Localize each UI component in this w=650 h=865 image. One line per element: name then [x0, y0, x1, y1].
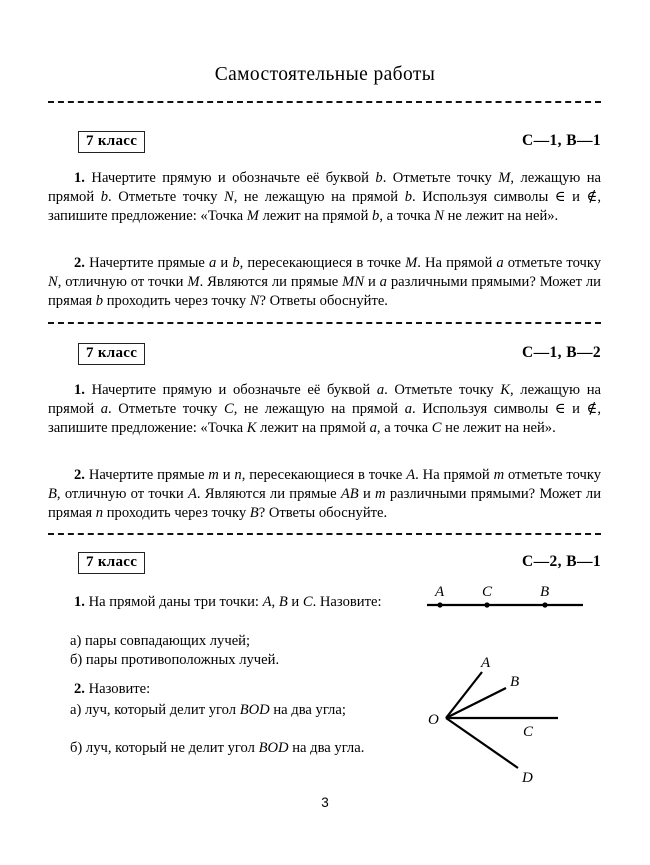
task-text: Начертите прямые m и n, пересекающиеся в точке A. На прямой m отметьте точку B, отличную от точки A. Являются ли прямые AB и m различными прямыми? Может ли прямая n проходить через точку B? Ответы обоснуйте.	[48, 466, 602, 522]
math-identifier: a	[496, 254, 504, 271]
math-identifier: C	[223, 400, 234, 417]
math-identifier: K	[500, 381, 511, 398]
page-title: Самостоятельные работы	[214, 64, 436, 85]
math-identifier: A	[262, 593, 272, 610]
variant-code: С—1, В—2	[522, 344, 601, 361]
math-identifier: b	[375, 169, 383, 186]
math-identifier: b	[100, 188, 109, 205]
task-paragraph	[48, 381, 601, 439]
task-paragraph	[48, 680, 408, 699]
section-divider-1	[48, 101, 601, 103]
page-number: 3	[321, 795, 329, 810]
math-identifier: MN	[342, 273, 365, 290]
variant-code: С—1, В—1	[522, 132, 601, 149]
math-identifier: AB	[340, 485, 359, 502]
section-header-1	[48, 131, 601, 153]
math-identifier: N	[434, 208, 444, 225]
task-text: Начертите прямую и обозначьте её буквой b. Отметьте точку M, лежащую на прямой b. Отметьте точку N, не лежащую на прямой b. Используя символы ∈ и ∉, запишите предложение: «Точка M лежит на прямой b, а точка N не лежит на ней».	[48, 169, 602, 225]
variant-code: С—2, В—1	[522, 553, 601, 570]
math-identifier: a	[100, 400, 109, 417]
task-paragraph	[48, 254, 601, 312]
task-number: 2.	[74, 466, 85, 483]
task-number: 1.	[74, 593, 85, 610]
figure-label-a: A	[481, 655, 491, 671]
figure-label-a: A	[435, 584, 445, 600]
math-identifier: a	[379, 273, 387, 290]
math-identifier: m	[493, 466, 505, 483]
math-identifier: b	[404, 188, 412, 205]
task-paragraph	[48, 169, 601, 227]
figure-label-o: O	[428, 712, 439, 728]
math-identifier: A	[187, 485, 197, 502]
figure-label-c: C	[482, 584, 493, 600]
math-identifier: N	[223, 188, 234, 205]
task-text: Начертите прямую и обозначьте её буквой a. Отметьте точку K, лежащую на прямой a. Отметьте точку C, не лежащую на прямой a. Используя символы ∈ и ∉, запишите предложение: «Точка K лежит на прямой a, а точка C не лежит на ней».	[48, 381, 602, 437]
math-identifier: N	[249, 293, 260, 310]
math-identifier: b	[372, 208, 380, 225]
math-identifier: a	[404, 400, 412, 417]
section-header-2	[48, 343, 601, 365]
math-identifier: BOD	[239, 701, 270, 718]
math-identifier: C	[302, 593, 313, 610]
task-text: Назовите:	[88, 680, 151, 697]
grade-badge: 7 класс	[78, 552, 145, 574]
math-identifier: M	[405, 254, 418, 271]
figure-label-d: D	[522, 770, 533, 786]
math-identifier: a	[209, 254, 217, 271]
task-text: Начертите прямые a и b, пересекающиеся в точке M. На прямой a отметьте точку N, отличную от точки M. Являются ли прямые MN и a различными прямыми? Может ли прямая b проходить через точку N? Ответы обоснуйте.	[48, 254, 602, 310]
math-identifier: m	[208, 466, 219, 483]
math-identifier: a	[369, 420, 377, 437]
math-identifier: B	[249, 505, 259, 522]
math-identifier: B	[48, 485, 57, 502]
task-subitem: а) пары совпадающих лучей;	[70, 632, 251, 649]
task-number: 1.	[74, 381, 85, 398]
task-text: На прямой даны три точки: A, B и C. Назовите:	[88, 593, 382, 610]
figure-rays-from-vertex	[418, 650, 608, 790]
figure-label-b: B	[540, 584, 550, 600]
grade-badge: 7 класс	[78, 131, 145, 153]
math-identifier: b	[95, 293, 104, 310]
math-identifier: M	[187, 273, 200, 290]
task-number: 2.	[74, 680, 85, 697]
math-identifier: K	[246, 420, 257, 437]
math-identifier: m	[375, 485, 386, 502]
math-identifier: n	[95, 505, 104, 522]
section-divider-2	[48, 322, 601, 324]
task-paragraph	[48, 466, 601, 524]
math-identifier: n	[234, 466, 242, 483]
task-subitem: а) луч, который делит угол BOD на два угла;	[70, 701, 346, 718]
grade-badge: 7 класс	[78, 343, 145, 365]
math-identifier: M	[498, 169, 511, 186]
task-paragraph	[48, 593, 408, 612]
section-divider-3	[48, 533, 601, 535]
section-header-3	[48, 552, 601, 574]
figure-label-c: C	[523, 724, 534, 740]
figure-line-with-points	[420, 578, 600, 618]
math-identifier: N	[48, 273, 58, 290]
math-identifier: C	[431, 420, 442, 437]
math-identifier: b	[232, 254, 240, 271]
math-identifier: M	[246, 208, 259, 225]
task-number: 1.	[74, 169, 85, 186]
math-identifier: B	[278, 593, 288, 610]
figure-label-b: B	[510, 674, 520, 690]
task-number: 2.	[74, 254, 85, 271]
task-subitem: б) пары противоположных лучей.	[70, 651, 280, 668]
math-identifier: A	[406, 466, 416, 483]
math-identifier: BOD	[258, 739, 289, 756]
task-subitem: б) луч, который не делит угол BOD на два угла.	[70, 739, 365, 756]
math-identifier: a	[376, 381, 385, 398]
